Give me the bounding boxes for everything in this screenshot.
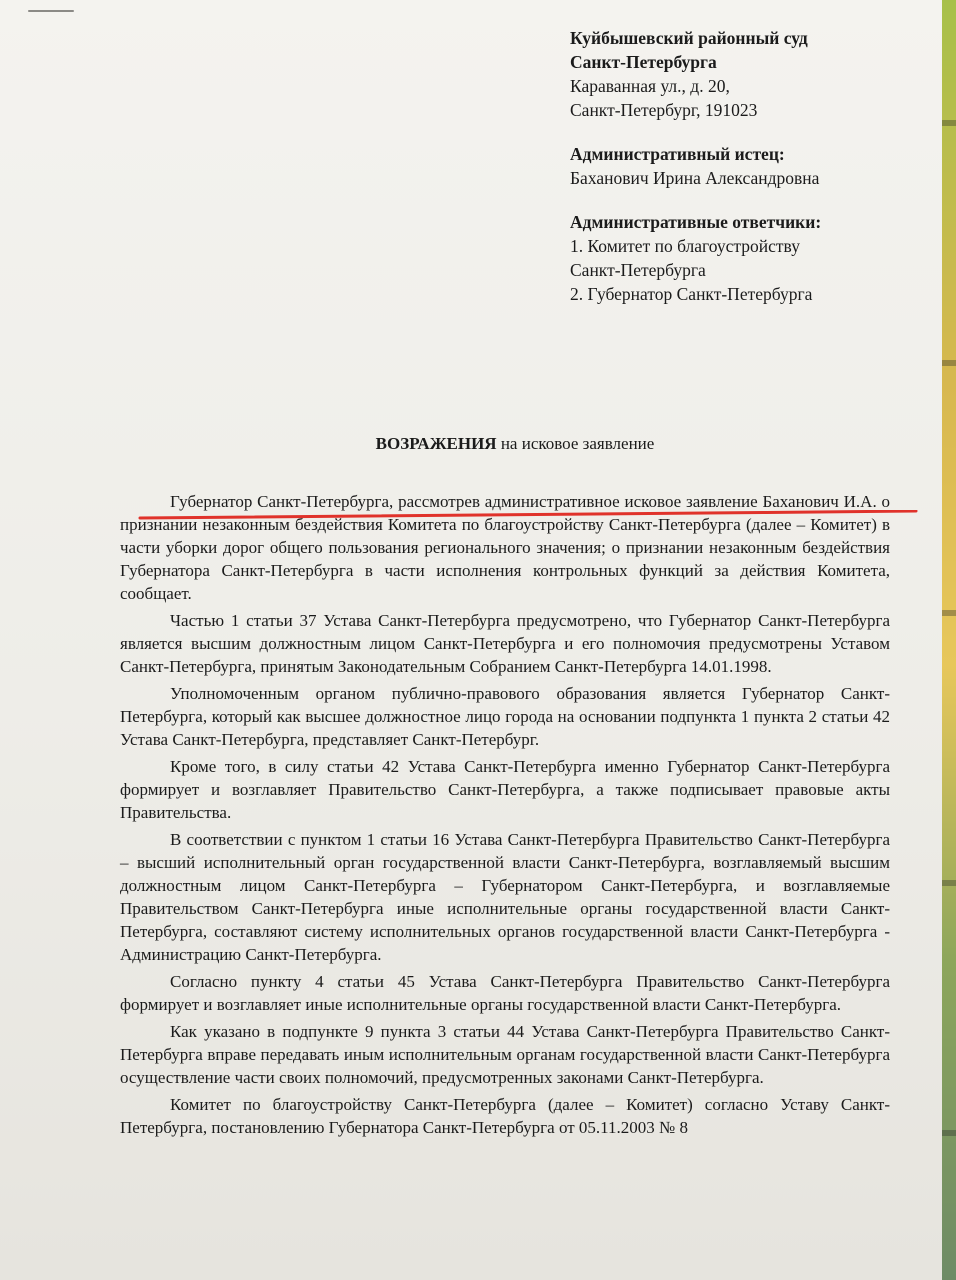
defendant-2: 2. Губернатор Санкт-Петербурга xyxy=(570,284,813,304)
staple-mark xyxy=(28,10,74,12)
paragraph-6: Согласно пункту 4 статьи 45 Устава Санкт-Петербурга Правительство Санкт-Петербурга формирует и возглавляет иные исполнительные органы государственной власти Санкт-Петербурга. xyxy=(120,972,890,1014)
paragraph-4: Кроме того, в силу статьи 42 Устава Санкт-Петербурга именно Губернатор Санкт-Петербурга формирует и возглавляет Правительство Санкт-Петербурга, а также подписывает правовые акты Правительства. xyxy=(120,757,890,822)
defendants-label: Административные ответчики: xyxy=(570,212,822,232)
defendant-1-line1: 1. Комитет по благоустройству xyxy=(570,236,800,256)
document-title-rest: на исковое заявление xyxy=(496,434,655,453)
addressee-block xyxy=(570,26,930,306)
court-city: Санкт-Петербурга xyxy=(570,52,717,72)
paragraph-5: В соответствии с пунктом 1 статьи 16 Устава Санкт-Петербурга Правительство Санкт-Петербурга – высший исполнительный орган государственной власти Санкт-Петербурга, возглавляемый высшим должностным лицом Санкт-Петербурга – Губернатором Санкт-Петербурга, и возглавляемые Правительством Санкт-Петербурга иные исполнительные органы государственной власти Санкт-Петербурга, составляют систему исполнительных органов государственной власти Санкт-Петербурга - Администрацию Санкт-Петербурга. xyxy=(120,830,890,964)
notebook-edge xyxy=(942,0,956,1280)
plaintiff-name: Баханович Ирина Александровна xyxy=(570,168,820,188)
paragraph-7: Как указано в подпункте 9 пункта 3 статьи 44 Устава Санкт-Петербурга Правительство Санкт-Петербурга вправе передавать иным исполнительным органам государственной власти Санкт-Петербурга осуществление части своих полномочий, предусмотренных законами Санкт-Петербурга. xyxy=(120,1022,890,1087)
plaintiff-label: Административный истец: xyxy=(570,144,785,164)
document-title-bold: ВОЗРАЖЕНИЯ xyxy=(375,434,497,453)
paragraph-3: Уполномоченным органом публично-правового образования является Губернатор Санкт-Петербурга, который как высшее должностное лицо города на основании подпункта 1 пункта 2 статьи 42 Устава Санкт-Петербурга, представляет Санкт-Петербург. xyxy=(120,684,890,749)
document-title xyxy=(120,434,910,454)
defendant-1-line2: Санкт-Петербурга xyxy=(570,260,706,280)
paragraph-2: Частью 1 статьи 37 Устава Санкт-Петербурга предусмотрено, что Губернатор Санкт-Петербурга является высшим должностным лицом Санкт-Петербурга и его полномочия предусмотрены Уставом Санкт-Петербурга, принятым Законодательным Собранием Санкт-Петербурга 14.01.1998. xyxy=(120,611,890,676)
paragraph-8: Комитет по благоустройству Санкт-Петербурга (далее – Комитет) согласно Уставу Санкт-Петербурга, постановлению Губернатора Санкт-Петербурга от 05.11.2003 № 8 xyxy=(120,1095,890,1137)
paragraph-1: Губернатор Санкт-Петербурга, рассмотрев административное исковое заявление Баханович И.А. о признании незаконным бездействия Комитета по благоустройству Санкт-Петербурга (далее – Комитет) в части уборки дорог общего пользования регионального значения; о признании незаконным бездействия Губернатора Санкт-Петербурга в части исполнения контрольных функций за действия Комитета, сообщает. xyxy=(120,492,890,603)
document-body xyxy=(120,490,890,1143)
court-address-street: Караванная ул., д. 20, xyxy=(570,76,730,96)
court-address-city: Санкт-Петербург, 191023 xyxy=(570,100,758,120)
court-name: Куйбышевский районный суд xyxy=(570,28,808,48)
